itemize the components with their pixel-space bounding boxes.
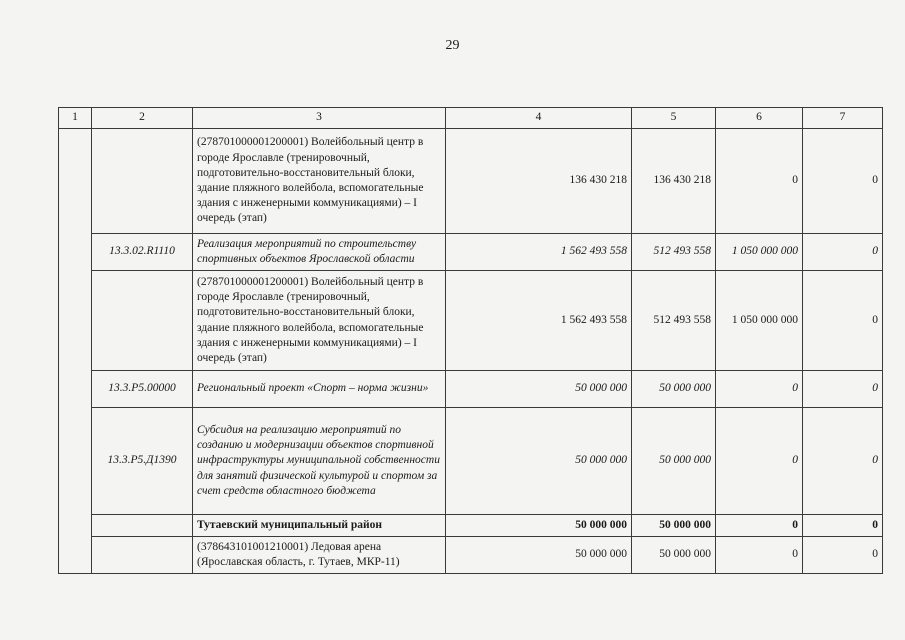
row-col4: 50 000 000 [446,371,632,408]
row-col6: 0 [716,408,803,515]
row-code [92,271,193,371]
row-col4: 50 000 000 [446,515,632,537]
row-col4: 136 430 218 [446,129,632,234]
row-code: 13.3.P5.00000 [92,371,193,408]
row-name: Тутаевский муниципальный район [193,515,446,537]
row-col6: 1 050 000 000 [716,234,803,271]
row-col7: 0 [803,537,883,574]
header-cell-1: 1 [59,108,92,129]
header-cell-3: 3 [193,108,446,129]
row-col7: 0 [803,271,883,371]
row-col5: 50 000 000 [632,408,716,515]
table-row [59,371,883,408]
header-cell-7: 7 [803,108,883,129]
row-col5: 50 000 000 [632,515,716,537]
row-col7: 0 [803,408,883,515]
row-col6: 0 [716,129,803,234]
header-cell-4: 4 [446,108,632,129]
row-col7: 0 [803,515,883,537]
row-name: (378643101001210001) Ледовая арена (Ярославская область, г. Тутаев, МКР-11) [193,537,446,574]
table-row [59,515,883,537]
row-col6: 0 [716,537,803,574]
header-cell-6: 6 [716,108,803,129]
row-col4: 50 000 000 [446,537,632,574]
row-col5: 50 000 000 [632,537,716,574]
table-row [59,537,883,574]
empty-first-column-cell [59,129,92,574]
row-name: Субсидия на реализацию мероприятий по созданию и модернизации объектов спортивной инфраструктуры муниципальной собственности для занятий физической культурой и спортом за счет средств областного бюджета [193,408,446,515]
budget-table [58,107,883,574]
row-name: Реализация мероприятий по строительству спортивных объектов Ярославской области [193,234,446,271]
row-code [92,129,193,234]
table-row [59,129,883,234]
header-cell-2: 2 [92,108,193,129]
row-col7: 0 [803,129,883,234]
row-code [92,515,193,537]
row-col5: 136 430 218 [632,129,716,234]
row-name: (278701000001200001) Волейбольный центр в городе Ярославле (тренировочный, подготовительно-восстановительный блоки, здание пляжного волейбола, вспомогательные здания с инженерными коммуникациями) – I очередь (этап) [193,271,446,371]
row-col7: 0 [803,371,883,408]
row-col5: 50 000 000 [632,371,716,408]
row-col6: 1 050 000 000 [716,271,803,371]
row-col6: 0 [716,515,803,537]
row-code: 13.3.02.R1110 [92,234,193,271]
row-code: 13.3.P5.Д1390 [92,408,193,515]
row-col4: 1 562 493 558 [446,234,632,271]
page-number: 29 [445,38,460,53]
header-row [59,108,883,129]
header-cell-5: 5 [632,108,716,129]
row-col4: 1 562 493 558 [446,271,632,371]
table-row [59,271,883,371]
row-col5: 512 493 558 [632,234,716,271]
row-col6: 0 [716,371,803,408]
row-name: (278701000001200001) Волейбольный центр в городе Ярославле (тренировочный, подготовительно-восстановительный блоки, здание пляжного волейбола, вспомогательные здания с инженерными коммуникациями) – I очередь (этап) [193,129,446,234]
table-row [59,408,883,515]
row-col4: 50 000 000 [446,408,632,515]
row-name: Региональный проект «Спорт – норма жизни» [193,371,446,408]
table-row [59,234,883,271]
row-code [92,537,193,574]
row-col5: 512 493 558 [632,271,716,371]
row-col7: 0 [803,234,883,271]
